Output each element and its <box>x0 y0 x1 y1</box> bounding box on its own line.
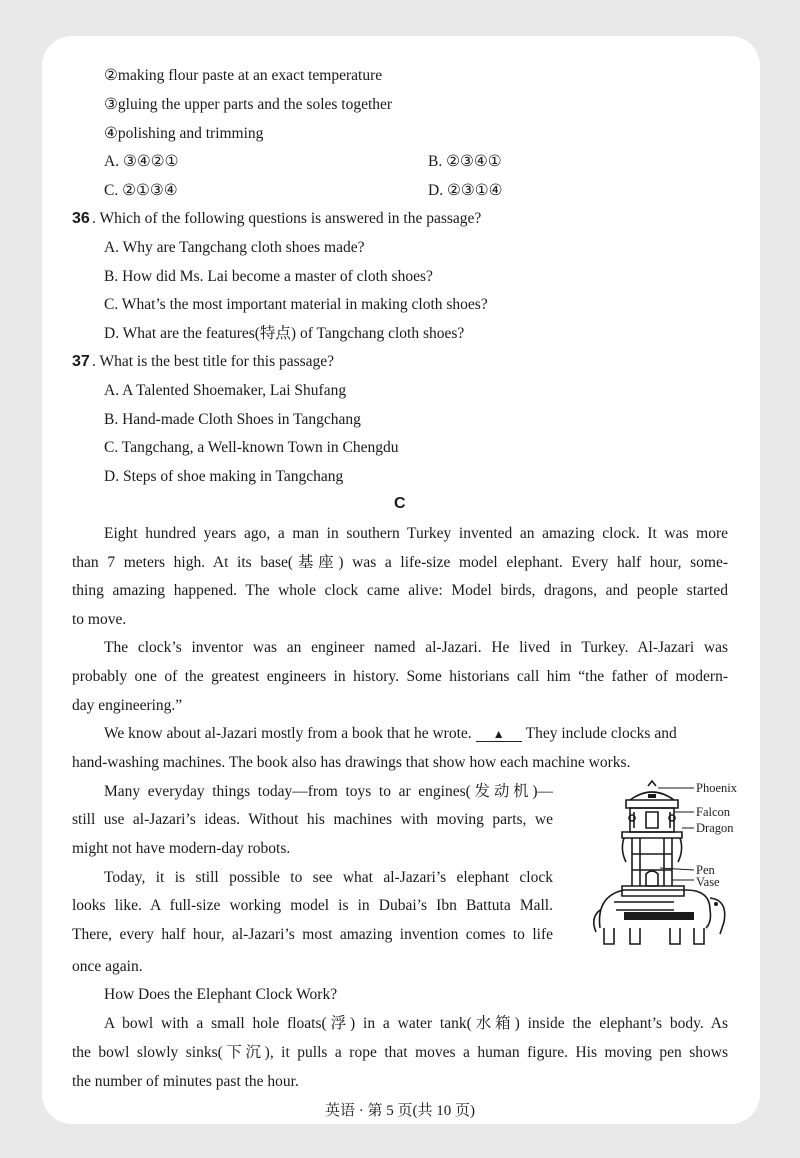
passage-p5-line1: Today, it is still possible to see what al-Jazari’s elephant clock <box>104 869 553 886</box>
passage-p1-line2: than 7 meters high. At its base(基座) was a life-size model elephant. Every half hour, some- <box>72 554 728 571</box>
q36-option-b: B. How did Ms. Lai become a master of cloth shoes? <box>104 268 433 285</box>
passage-p4-line1: Many everyday things today—from toys to ar engines(发动机)— <box>104 783 553 800</box>
label-vase: Vase <box>696 875 720 889</box>
q35-item-2: ②making flour paste at an exact temperature <box>104 67 383 84</box>
passage-p1-line3: thing amazing happened. The whole clock came alive: Model birds, dragons, and people started <box>72 582 728 599</box>
q36-stem: . Which of the following questions is answered in the passage? <box>92 210 482 227</box>
passage-p3-line2: hand-washing machines. The book also has drawings that show how each machine works. <box>72 754 631 771</box>
section-c-label: C <box>394 495 406 512</box>
q35-option-d: D. ②③①④ <box>428 182 503 199</box>
q35-option-c: C. ②①③④ <box>104 182 178 199</box>
passage-p6-line3: the number of minutes past the hour. <box>72 1073 299 1090</box>
answer-blank: ▲ <box>476 727 522 742</box>
q36-number: 36 <box>72 210 90 227</box>
label-phoenix: Phoenix <box>696 781 737 795</box>
label-falcon: Falcon <box>696 805 731 819</box>
q37-option-a: A. A Talented Shoemaker, Lai Shufang <box>104 382 347 399</box>
label-dragon: Dragon <box>696 821 734 835</box>
q37-number: 37 <box>72 353 90 370</box>
q37-option-c: C. Tangchang, a Well-known Town in Chengdu <box>104 439 399 456</box>
q35-option-b: B. ②③④① <box>428 153 502 170</box>
passage-p1-line4: to move. <box>72 611 127 628</box>
q37-option-d: D. Steps of shoe making in Tangchang <box>104 468 344 485</box>
q35-option-a: A. ③④②① <box>104 153 179 170</box>
passage-p5-line4: once again. <box>72 958 143 975</box>
passage-p2-line1: The clock’s inventor was an engineer named al-Jazari. He lived in Turkey. Al-Jazari was <box>104 639 728 656</box>
passage-p6-line2: the bowl slowly sinks(下沉), it pulls a rope that moves a human figure. His moving pen shows <box>72 1044 728 1061</box>
q37-option-b: B. Hand-made Cloth Shoes in Tangchang <box>104 411 361 428</box>
elephant-clock-illustration <box>560 778 750 948</box>
passage-p3-after-blank: They include clocks and <box>525 725 677 742</box>
passage-p1-line1: Eight hundred years ago, a man in southern Turkey invented an amazing clock. It was more <box>104 525 728 542</box>
passage-p4-line2: still use al-Jazari’s ideas. Without his machines with moving parts, we <box>72 811 553 828</box>
passage-p5-line2: looks like. A full-size working model is in Dubai’s Ibn Battuta Mall. <box>72 897 553 914</box>
passage-p2-line2: probably one of the greatest engineers in history. Some historians call him “the father of modern- <box>72 668 728 685</box>
passage-p6-line1: A bowl with a small hole floats(浮) in a water tank(水箱) inside the elephant’s body. As <box>104 1015 728 1032</box>
passage-p4-line3: might not have modern-day robots. <box>72 840 291 857</box>
label-pen: Pen <box>696 863 715 877</box>
passage-subheading: How Does the Elephant Clock Work? <box>104 986 338 1003</box>
q35-item-3: ③gluing the upper parts and the soles together <box>104 96 393 113</box>
page-footer: 英语 · 第 5 页(共 10 页) <box>325 1103 475 1119</box>
passage-p5-line3: There, every half hour, al-Jazari’s most amazing invention comes to life <box>72 926 553 943</box>
q35-item-4: ④polishing and trimming <box>104 125 264 142</box>
q36-option-d: D. What are the features(特点) of Tangchang cloth shoes? <box>104 325 465 342</box>
passage-p3-before-blank: We know about al-Jazari mostly from a book that he wrote. <box>104 725 472 742</box>
q36-option-c: C. What’s the most important material in making cloth shoes? <box>104 296 488 313</box>
q36-option-a: A. Why are Tangchang cloth shoes made? <box>104 239 365 256</box>
passage-p2-line3: day engineering.” <box>72 697 183 714</box>
q37-stem: . What is the best title for this passage? <box>92 353 335 370</box>
passage-p3-line1 <box>104 724 677 744</box>
